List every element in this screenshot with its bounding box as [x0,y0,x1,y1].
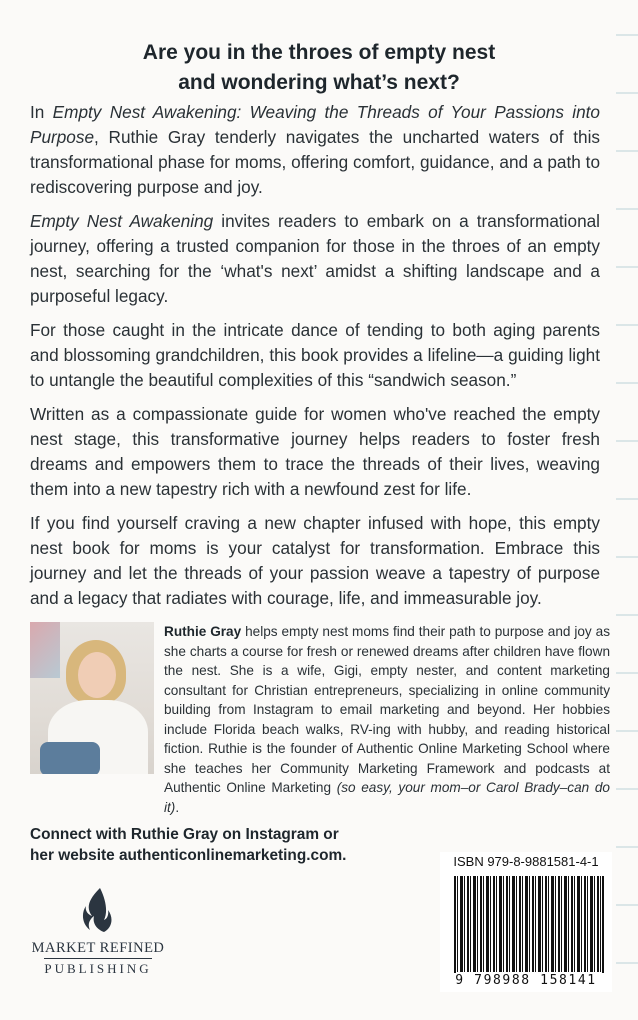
p1-lead: In [30,102,53,122]
bio-aside: (so easy, your mom–or Carol Brady–can do it) [164,780,610,815]
connect-info [30,824,390,866]
headline-line-2: and wondering what’s next? [178,71,460,94]
connect-line-2: her website authenticonlinemarketing.com. [30,847,347,864]
description-paragraph-1 [30,100,600,200]
isbn-number: ISBN 979-8-9881581-4-1 [453,854,599,869]
photo-wall-art [30,622,60,678]
book-description [30,100,600,620]
barcode-digits: 9 798988 158141 [440,973,612,988]
publisher-name-line-2: PUBLISHING [44,958,151,977]
connect-line-1: Connect with Ruthie Gray on Instagram or [30,826,339,843]
bio-end: . [175,799,180,815]
book-title-short: Empty Nest Awakening [30,211,214,231]
description-paragraph-3: For those caught in the intricate dance of tending to both aging parents and blossoming grandchildren, this book provides a lifeline—a guiding light to untangle the beautiful complexities of this “sandwich season.” [30,320,600,390]
headline-line-1: Are you in the throes of empty nest [142,41,496,64]
flame-icon [78,886,118,936]
author-bio [164,622,610,817]
barcode-guard-right [602,876,604,980]
author-photo [30,622,154,774]
isbn-barcode [440,852,612,992]
description-paragraph-4: Written as a compassionate guide for women who've reached the empty nest stage, this transformative journey helps readers to foster fresh dreams and empowers them to trace the threads of their lives, weaving them into a new tapestry rich with a newfound zest for life. [30,404,600,499]
description-paragraph-2 [30,209,600,309]
p1-rest: , Ruthie Gray tenderly navigates the uncharted waters of this transformational phase for moms, offering comfort, guidance, and a path to rediscovering purpose and joy. [30,127,600,197]
bio-text: helps empty nest moms find their path to purpose and joy as she charts a course for fresh or renewed dreams after children have flown the nest. She is a wife, Gigi, empty nester, and content marketing consultant for Christian entrepreneurs, specializing in online community building from Instagram to email marketing and beyond. Her hobbies include Florida beach walks, RV-ing with hubby, and reading historical fiction. Ruthie is the founder of Authentic Online Marketing School where she teaches her Community Marketing Framework and podcasts at Authentic Online Marketing [164,624,610,795]
author-name: Ruthie Gray [164,624,242,639]
edge-decoration [616,0,638,1020]
book-title: Empty Nest Awakening: Weaving the Threads of Your Passions into Purpose [30,102,600,147]
photo-face [78,652,116,698]
description-paragraph-5: If you find yourself craving a new chapter infused with hope, this empty nest book for moms is your catalyst for transformation. Embrace this journey and let the threads of your passion weave a tapestry of purpose and a legacy that radiates with courage, life, and immeasurable joy. [30,513,600,608]
photo-jeans [40,742,100,774]
publisher-logo [30,886,166,990]
barcode-bars [454,876,604,972]
publisher-name-line-1: MARKET REFINED [31,940,165,956]
headline [30,38,608,98]
p2-rest: invites readers to embark on a transformational journey, offering a trusted companion for those in the throes of an empty nest, searching for the ‘what's next’ amidst a shifting landscape and a purposeful legacy. [30,211,600,306]
